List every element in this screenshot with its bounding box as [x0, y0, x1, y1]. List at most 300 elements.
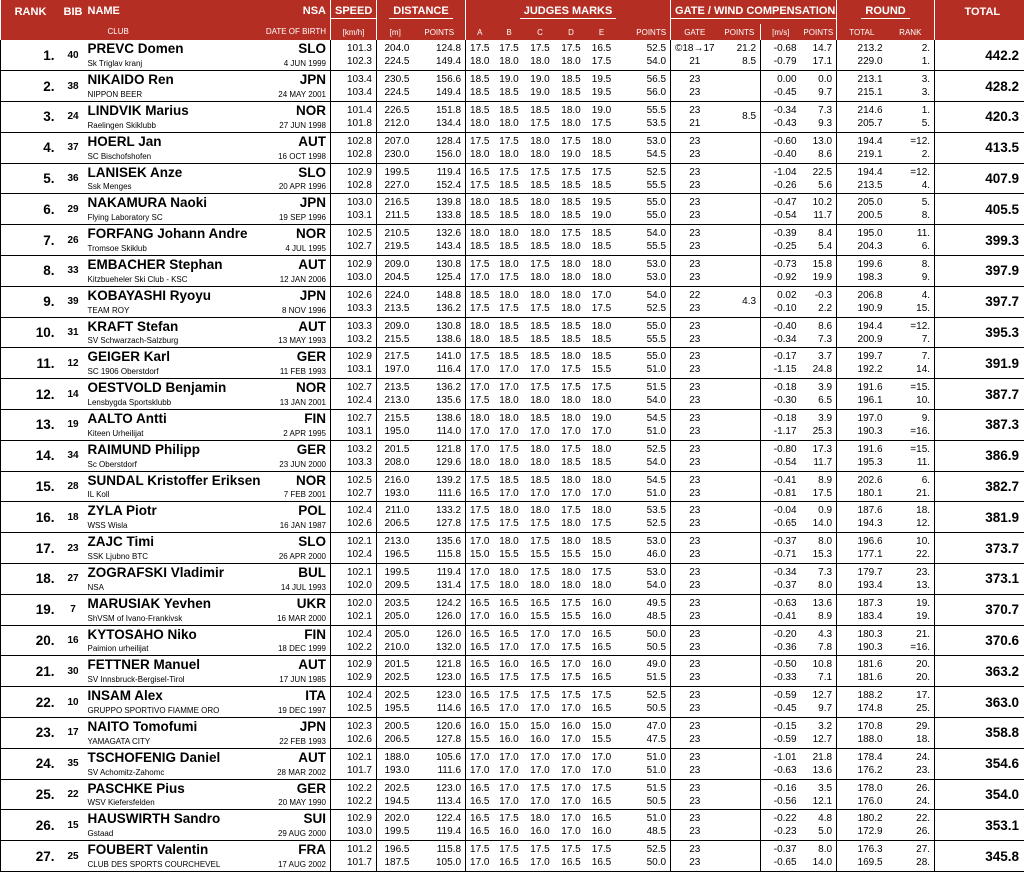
r1-e: 16.5	[591, 43, 612, 55]
r2-rrank: 3.	[921, 87, 931, 99]
r2-a: 17.5	[470, 579, 490, 591]
r2-dist: 213.5	[384, 302, 410, 314]
r1-a: 17.5	[470, 43, 490, 55]
athlete-nsa: AUT	[298, 133, 326, 149]
table-row	[1, 440, 1024, 471]
distance	[377, 286, 414, 317]
judge-e	[587, 779, 617, 810]
athlete-nsa: NOR	[296, 380, 326, 396]
round-total	[837, 348, 887, 379]
r1-dpts: 136.2	[435, 382, 462, 394]
r2-rtotal: 177.1	[857, 549, 883, 561]
r2-gate: 23	[689, 610, 701, 622]
r1-rtotal: 188.2	[857, 690, 883, 702]
header-gate-points: POINTS	[719, 24, 761, 40]
r2-wind: -0.41	[773, 610, 797, 622]
judge-a	[466, 71, 494, 102]
r1-c: 17.5	[530, 382, 550, 394]
gate-points	[719, 194, 761, 225]
r2-wpts: 9.7	[818, 87, 833, 99]
r2-c: 18.0	[530, 56, 550, 68]
wind-points	[801, 594, 837, 625]
r2-gate: 23	[689, 425, 701, 437]
athlete-cell	[86, 533, 331, 564]
r2-wpts: 12.7	[812, 733, 833, 745]
r2-d: 18.0	[561, 518, 581, 530]
rank: 7.	[1, 225, 61, 256]
judge-a	[466, 194, 494, 225]
distance	[377, 502, 414, 533]
judge-b	[494, 656, 525, 687]
judge-points	[617, 779, 671, 810]
r1-dist: 216.5	[384, 197, 410, 209]
r2-wind: -0.45	[773, 87, 797, 99]
judge-c	[525, 841, 556, 872]
judge-points	[617, 379, 671, 410]
r2-rtotal: 215.1	[857, 87, 883, 99]
round-rank	[887, 286, 935, 317]
athlete-dob: 22 FEB 1993	[279, 736, 326, 746]
athlete-cell	[86, 348, 331, 379]
judge-b	[494, 502, 525, 533]
r2-dist: 230.0	[384, 148, 410, 160]
gate	[671, 718, 719, 749]
r1-dist: 201.5	[384, 443, 410, 455]
r2-wpts: 5.0	[818, 826, 833, 838]
round-total	[837, 718, 887, 749]
judge-c	[525, 533, 556, 564]
r2-rrank: 4.	[921, 179, 931, 191]
table-row	[1, 102, 1024, 133]
athlete-name: EMBACHER Stephan	[87, 257, 223, 273]
r2-dpts: 127.8	[435, 733, 462, 745]
r1-gate: 23	[689, 382, 701, 394]
r1-dpts: 138.6	[435, 412, 462, 424]
r2-a: 16.5	[470, 641, 490, 653]
r1-gate: 23	[689, 690, 701, 702]
round-rank	[887, 40, 935, 71]
speed	[331, 102, 377, 133]
r1-rtotal: 179.7	[857, 566, 883, 578]
gate	[671, 533, 719, 564]
gate	[671, 687, 719, 718]
r2-wpts: 24.8	[812, 364, 833, 376]
round-total	[837, 533, 887, 564]
athlete-club: Raelingen Skiklubb	[87, 120, 156, 130]
r1-a: 17.0	[470, 751, 490, 763]
table-row	[1, 779, 1024, 810]
r1-c: 18.0	[530, 289, 550, 301]
r1-rrank: 9.	[921, 412, 931, 424]
r1-e: 16.5	[591, 813, 612, 825]
gate-points	[719, 748, 761, 779]
r1-wind: -0.41	[773, 474, 797, 486]
r1-dpts: 120.6	[435, 720, 462, 732]
judge-d	[556, 687, 587, 718]
r1-rrank: 1.	[921, 104, 931, 116]
r1-d: 18.0	[561, 258, 581, 270]
wind	[761, 564, 801, 595]
athlete-dob: 16 MAR 2000	[277, 613, 326, 623]
r2-rtotal: 174.8	[857, 703, 883, 715]
r1-d: 17.0	[561, 628, 581, 640]
judge-b	[494, 102, 525, 133]
r2-rrank: 6.	[921, 241, 931, 253]
r1-a: 17.5	[470, 135, 490, 147]
r2-wind: -0.59	[773, 733, 797, 745]
r2-rrank: 24.	[916, 795, 931, 807]
round-total	[837, 748, 887, 779]
r2-gate: 23	[689, 764, 701, 776]
wind-points	[801, 132, 837, 163]
r2-rrank: 7.	[921, 333, 931, 345]
judge-c	[525, 718, 556, 749]
athlete-club: Tromsoe Skiklub	[87, 244, 147, 254]
r1-c: 17.5	[530, 844, 550, 856]
rank: 1.	[1, 40, 61, 71]
rank: 18.	[1, 564, 61, 595]
judge-points	[617, 748, 671, 779]
r1-dist: 202.5	[384, 782, 410, 794]
r2-speed: 101.7	[346, 764, 372, 776]
bib: 35	[61, 748, 86, 779]
judge-points	[617, 163, 671, 194]
wind	[761, 40, 801, 71]
athlete-club: Kiteen Urheilijat	[87, 428, 144, 438]
r2-wpts: 8.6	[818, 148, 833, 160]
bib: 14	[61, 379, 86, 410]
r2-gate: 23	[689, 333, 701, 345]
athlete-club: SV Schwarzach-Salzburg	[87, 336, 179, 346]
r2-rrank: =16.	[910, 425, 931, 437]
athlete-club: Flying Laboratory SC	[87, 213, 163, 223]
athlete-club: TEAM ROY	[87, 305, 130, 315]
r1-c: 18.0	[530, 197, 550, 209]
judge-d	[556, 317, 587, 348]
r2-speed: 103.4	[346, 87, 372, 99]
rank: 16.	[1, 502, 61, 533]
table-row	[1, 718, 1024, 749]
r2-jpts: 53.5	[646, 117, 667, 129]
r1-dpts: 119.4	[436, 166, 462, 178]
r2-wpts: 7.3	[818, 333, 833, 345]
r1-d: 17.5	[561, 597, 581, 609]
athlete-nsa: JPN	[299, 195, 326, 211]
r1-dpts: 119.4	[436, 566, 462, 578]
round-total	[837, 687, 887, 718]
r1-speed: 103.0	[346, 197, 372, 209]
r2-gate: 23	[689, 826, 701, 838]
r1-d: 17.0	[561, 659, 581, 671]
r2-wpts: 9.7	[818, 703, 833, 715]
r1-jpts: 53.0	[646, 258, 667, 270]
r2-dist: 213.0	[384, 395, 410, 407]
r1-e: 16.0	[591, 597, 612, 609]
round-total	[837, 625, 887, 656]
r1-wind: -0.40	[773, 320, 797, 332]
r2-speed: 101.8	[346, 117, 372, 129]
speed	[331, 810, 377, 841]
r2-gate: 21	[689, 117, 701, 129]
r2-e: 18.5	[591, 241, 612, 253]
r1-dist: 203.5	[384, 597, 410, 609]
r2-rtotal: 180.1	[857, 487, 883, 499]
r2-dist: 227.0	[384, 179, 410, 191]
r1-c: 18.5	[530, 412, 550, 424]
header-judge-points: POINTS	[617, 24, 671, 40]
r1-dist: 211.0	[385, 505, 410, 517]
r2-dist: 194.5	[384, 795, 410, 807]
judge-e	[587, 687, 617, 718]
r1-wpts: 15.8	[812, 258, 833, 270]
r2-rtotal: 213.5	[857, 179, 883, 191]
total-score: 397.7	[935, 286, 1024, 317]
judge-points	[617, 410, 671, 441]
distance-points	[414, 348, 466, 379]
r1-dpts: 121.8	[435, 659, 462, 671]
gate	[671, 225, 719, 256]
round-rank	[887, 102, 935, 133]
r1-e: 18.0	[591, 443, 612, 455]
r1-dpts: 124.2	[435, 597, 462, 609]
r2-d: 18.0	[561, 56, 581, 68]
r1-rtotal: 191.6	[857, 382, 883, 394]
bib: 16	[61, 625, 86, 656]
athlete-dob: 4 JUN 1999	[283, 59, 326, 69]
r1-c: 17.5	[530, 166, 550, 178]
r1-jpts: 50.0	[646, 628, 667, 640]
gate	[671, 471, 719, 502]
judge-d	[556, 194, 587, 225]
r2-rtotal: 190.3	[857, 641, 883, 653]
r1-dist: 202.0	[384, 813, 410, 825]
r2-e: 15.5	[591, 364, 612, 376]
total-score: 370.7	[935, 594, 1024, 625]
r1-jpts: 47.0	[646, 720, 667, 732]
r1-a: 17.0	[470, 566, 490, 578]
r2-a: 18.5	[470, 210, 490, 222]
athlete-dob: 11 FEB 1993	[279, 367, 326, 377]
total-score: 370.6	[935, 625, 1024, 656]
bib: 31	[61, 317, 86, 348]
r1-d: 17.5	[561, 443, 581, 455]
distance-points	[414, 71, 466, 102]
r1-b: 18.5	[499, 197, 519, 209]
r1-jpts: 53.0	[646, 135, 667, 147]
judge-c	[525, 194, 556, 225]
r2-e: 18.0	[591, 271, 612, 283]
r1-e: 18.5	[591, 351, 612, 363]
r2-wind: -0.54	[773, 456, 797, 468]
r1-dist: 230.5	[384, 74, 410, 86]
r1-b: 18.5	[499, 474, 519, 486]
r1-dpts: 124.8	[435, 43, 462, 55]
rank: 27.	[1, 841, 61, 872]
r2-d: 18.0	[561, 579, 581, 591]
r2-dpts: 114.0	[436, 425, 462, 437]
speed	[331, 564, 377, 595]
r1-wpts: -0.3	[814, 289, 833, 301]
judge-e	[587, 625, 617, 656]
r2-dpts: 156.0	[435, 148, 462, 160]
gate-points	[719, 564, 761, 595]
r1-dist: 209.0	[384, 320, 410, 332]
wind	[761, 594, 801, 625]
judge-a	[466, 225, 494, 256]
r1-c: 15.0	[530, 720, 550, 732]
athlete-nsa: GER	[296, 441, 326, 457]
r2-speed: 103.1	[346, 425, 372, 437]
judge-c	[525, 225, 556, 256]
r1-e: 19.0	[591, 104, 612, 116]
r1-gate: 22	[689, 289, 701, 301]
r1-wind: -0.59	[773, 690, 797, 702]
r1-a: 18.5	[470, 74, 490, 86]
distance	[377, 132, 414, 163]
r1-gate: 23	[689, 720, 701, 732]
round-total	[837, 841, 887, 872]
rank: 8.	[1, 256, 61, 287]
r2-a: 17.0	[470, 764, 490, 776]
r2-b: 17.5	[499, 271, 519, 283]
r2-b: 17.5	[499, 672, 519, 684]
r2-wind: -0.34	[773, 333, 797, 345]
r1-b: 17.5	[499, 43, 519, 55]
r1-rrank: =15.	[910, 443, 931, 455]
r2-e: 15.0	[591, 549, 612, 561]
r2-c: 17.0	[530, 703, 550, 715]
judge-a	[466, 841, 494, 872]
r2-gate: 23	[689, 549, 701, 561]
r1-b: 17.0	[499, 751, 519, 763]
r1-rtotal: 214.6	[857, 104, 883, 116]
bib: 38	[61, 71, 86, 102]
r2-dpts: 125.4	[435, 271, 462, 283]
r2-c: 18.5	[530, 241, 550, 253]
gate-points	[719, 533, 761, 564]
athlete-dob: 8 NOV 1996	[281, 305, 326, 315]
distance	[377, 687, 414, 718]
judge-c	[525, 71, 556, 102]
r1-e: 18.0	[591, 135, 612, 147]
round-rank	[887, 625, 935, 656]
r1-a: 16.5	[470, 659, 490, 671]
r2-speed: 103.3	[346, 456, 372, 468]
distance-points	[414, 594, 466, 625]
r2-e: 17.0	[591, 425, 612, 437]
r2-rrank: 20.	[916, 672, 931, 684]
r1-d: 17.5	[561, 135, 581, 147]
gate-points	[719, 471, 761, 502]
r1-dpts: 151.8	[435, 104, 462, 116]
rank: 11.	[1, 348, 61, 379]
judge-c	[525, 440, 556, 471]
athlete-club: WSS Wisla	[87, 521, 128, 531]
bib: 36	[61, 163, 86, 194]
judge-b	[494, 625, 525, 656]
judge-e	[587, 256, 617, 287]
r2-e: 17.0	[591, 487, 612, 499]
speed	[331, 748, 377, 779]
athlete-dob: 29 AUG 2000	[277, 829, 326, 839]
r1-jpts: 53.0	[646, 566, 667, 578]
r2-dist: 195.0	[384, 425, 410, 437]
table-row	[1, 194, 1024, 225]
r2-d: 18.5	[561, 333, 581, 345]
r1-e: 18.0	[591, 258, 612, 270]
header-judge-b: B	[494, 24, 525, 40]
r2-wpts: 13.6	[812, 764, 833, 776]
athlete-name: NAKAMURA Naoki	[87, 195, 208, 211]
judge-points	[617, 810, 671, 841]
distance-points	[414, 102, 466, 133]
athlete-cell	[86, 841, 331, 872]
distance-points	[414, 533, 466, 564]
athlete-name: PREVC Domen	[87, 41, 184, 56]
r2-dist: 224.5	[384, 56, 410, 68]
r1-b: 16.5	[499, 628, 519, 640]
judge-e	[587, 440, 617, 471]
r2-wind: -0.65	[773, 857, 797, 869]
r2-e: 18.5	[591, 333, 612, 345]
distance-points	[414, 440, 466, 471]
r2-speed: 101.7	[346, 857, 372, 869]
r2-wind: -0.36	[773, 641, 797, 653]
athlete-name: LINDVIK Marius	[87, 103, 189, 119]
judge-e	[587, 317, 617, 348]
round-total	[837, 132, 887, 163]
athlete-cell	[86, 225, 331, 256]
r1-e: 18.5	[591, 228, 612, 240]
header-m: [m]	[377, 24, 414, 40]
judge-b	[494, 71, 525, 102]
r1-gate: 23	[689, 782, 701, 794]
judge-e	[587, 748, 617, 779]
r1-rrank: 7.	[921, 351, 931, 363]
r2-c: 16.0	[530, 733, 550, 745]
r1-speed: 102.9	[346, 659, 372, 671]
wind-points	[801, 533, 837, 564]
r1-e: 17.5	[591, 382, 612, 394]
r1-speed: 102.9	[346, 166, 372, 178]
r2-c: 15.5	[530, 610, 550, 622]
judge-c	[525, 594, 556, 625]
r2-e: 17.5	[591, 56, 612, 68]
distance-points	[414, 779, 466, 810]
r2-rrank: 21.	[916, 487, 931, 499]
r1-speed: 102.4	[346, 505, 372, 517]
r2-c: 17.0	[530, 857, 550, 869]
wind	[761, 533, 801, 564]
wind-points	[801, 779, 837, 810]
r1-wpts: 7.3	[818, 566, 833, 578]
r1-wind: -0.17	[773, 351, 797, 363]
r2-dist: 193.0	[384, 487, 410, 499]
round-total	[837, 163, 887, 194]
r2-d: 17.5	[561, 672, 581, 684]
r1-dist: 202.5	[384, 690, 410, 702]
judge-a	[466, 348, 494, 379]
rank: 10.	[1, 317, 61, 348]
r1-dist: 224.0	[384, 289, 410, 301]
r1-a: 17.5	[470, 258, 490, 270]
total-score: 381.9	[935, 502, 1024, 533]
total-score: 387.7	[935, 379, 1024, 410]
r1-d: 16.0	[561, 720, 581, 732]
rank: 19.	[1, 594, 61, 625]
r1-wind: -0.39	[773, 228, 797, 240]
r1-c: 17.5	[530, 536, 550, 548]
